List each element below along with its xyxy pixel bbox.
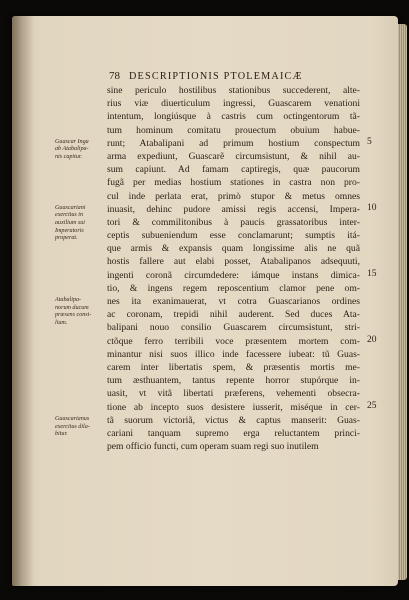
margin-note-line: Guascarianus: [55, 416, 90, 422]
text-line: rius viæ diuerticulum ingressi, Guascarem venationi: [107, 98, 360, 110]
text-line: hostis fallere aut elabi posset, Atabalipanos adsequuti,: [107, 256, 360, 268]
margin-note: [55, 297, 107, 327]
margin-note-line: exercitus dila-: [55, 423, 90, 430]
text-line: tione ab incepto suos desistere iusserit, miséque in cer-: [107, 401, 360, 413]
page-gutter-shadow: [12, 16, 34, 586]
text-line: tum hominum comitatu prouectum obuium habue-: [107, 124, 360, 136]
line-number: 10: [367, 202, 377, 213]
line-number: 20: [367, 334, 377, 345]
text-line: ctõque ferro terribili voce præsentem mortem com-: [107, 335, 360, 347]
text-line: cul inde perlata erat, primò stupor & metus omnes: [107, 190, 360, 202]
margin-note-line: Imperatoris: [55, 227, 84, 234]
text-line: minantur nisi suos illico inde facessere iubeat: tũ Guas-: [107, 348, 360, 360]
text-line: tã suorum victoriã, victus & captus manserit: Guas-: [107, 414, 360, 426]
margin-note: [55, 139, 107, 162]
text-line: pem officio functi, cum operam suam regi suo inutilem: [107, 441, 319, 453]
text-line: tio, & ingens regem reposcentium clamor pene om-: [107, 282, 360, 294]
text-line: sum capiunt. Ad famam captiregis, quæ paucorum: [107, 164, 360, 176]
text-line: fugã per medias hostium stationes in castra non pro-: [107, 177, 360, 189]
margin-note-line: Guascariani: [55, 204, 86, 211]
text-line: ingenti coronã circumdedere: iámque instans dimica-: [107, 269, 360, 281]
margin-note-line: ab Atabalipa-: [55, 146, 89, 153]
margin-note-line: Atabalipa-: [55, 297, 82, 304]
line-number: 5: [367, 136, 372, 147]
text-line: intentum, longiúsque à castris cum octingentorum tã-: [107, 111, 360, 123]
margin-note-line: norum ducum: [55, 304, 89, 311]
text-line: carem inter libertatis spem, & præsentis mortis me-: [107, 361, 360, 373]
page-edge: [398, 24, 407, 580]
text-line: uasit, vt vitã libertati præferens, vehementi obsecra-: [107, 388, 360, 400]
margin-note-line: auxilium sui: [55, 219, 85, 226]
margin-note-line: nis capitur.: [55, 153, 83, 160]
text-line: sine periculo hostilibus stationibus succederent, alte-: [107, 85, 360, 96]
text-line: tum æsthuantem, tantus repente horror stupórque in-: [107, 375, 360, 387]
line-number: 25: [367, 400, 377, 411]
text-line: nes ita exanimauerat, vt cotra Guascarianos ordines: [107, 296, 360, 307]
text-line: ceptis subueniendum esse conclamarunt; sumptis itá-: [107, 230, 360, 242]
text-line: arma expediunt, Guascarẽ circumsistunt, & nihil au-: [107, 150, 360, 162]
margin-note-line: lium.: [55, 319, 68, 326]
running-title: DESCRIPTIONIS PTOLEMAICÆ: [129, 71, 303, 82]
line-number: 15: [367, 268, 377, 279]
text-line: ac coronam, trepidi nihil auderent. Sed duces Ata-: [107, 309, 360, 321]
text-line: cariani tanquam supremo erga reluctantem princi-: [107, 427, 360, 439]
margin-note-line: Guascar Inga: [55, 138, 89, 145]
margin-note-line: præsens consi-: [55, 312, 92, 319]
text-line: balipani nouo consilio Guascarem circumsistunt, stri-: [107, 322, 360, 334]
page-number: 78: [109, 70, 120, 82]
body-text: [107, 84, 360, 453]
text-line: inuasit, dehinc pudore amissi regis accensi, Impera-: [107, 203, 360, 215]
margin-note-line: properat.: [55, 235, 78, 242]
text-line: que armis & expansis quam longissime alis ne quã: [107, 243, 360, 255]
margin-note-line: bitur.: [55, 431, 68, 438]
text-line: runt; Atabalipani ad primum hostium conspectum: [107, 137, 360, 149]
margin-note: [55, 205, 107, 243]
text-line: tori & commilitonibus à paucis grassatoribus inter-: [107, 216, 360, 228]
margin-note-line: exercitus in: [55, 212, 84, 219]
margin-note: [55, 416, 107, 439]
